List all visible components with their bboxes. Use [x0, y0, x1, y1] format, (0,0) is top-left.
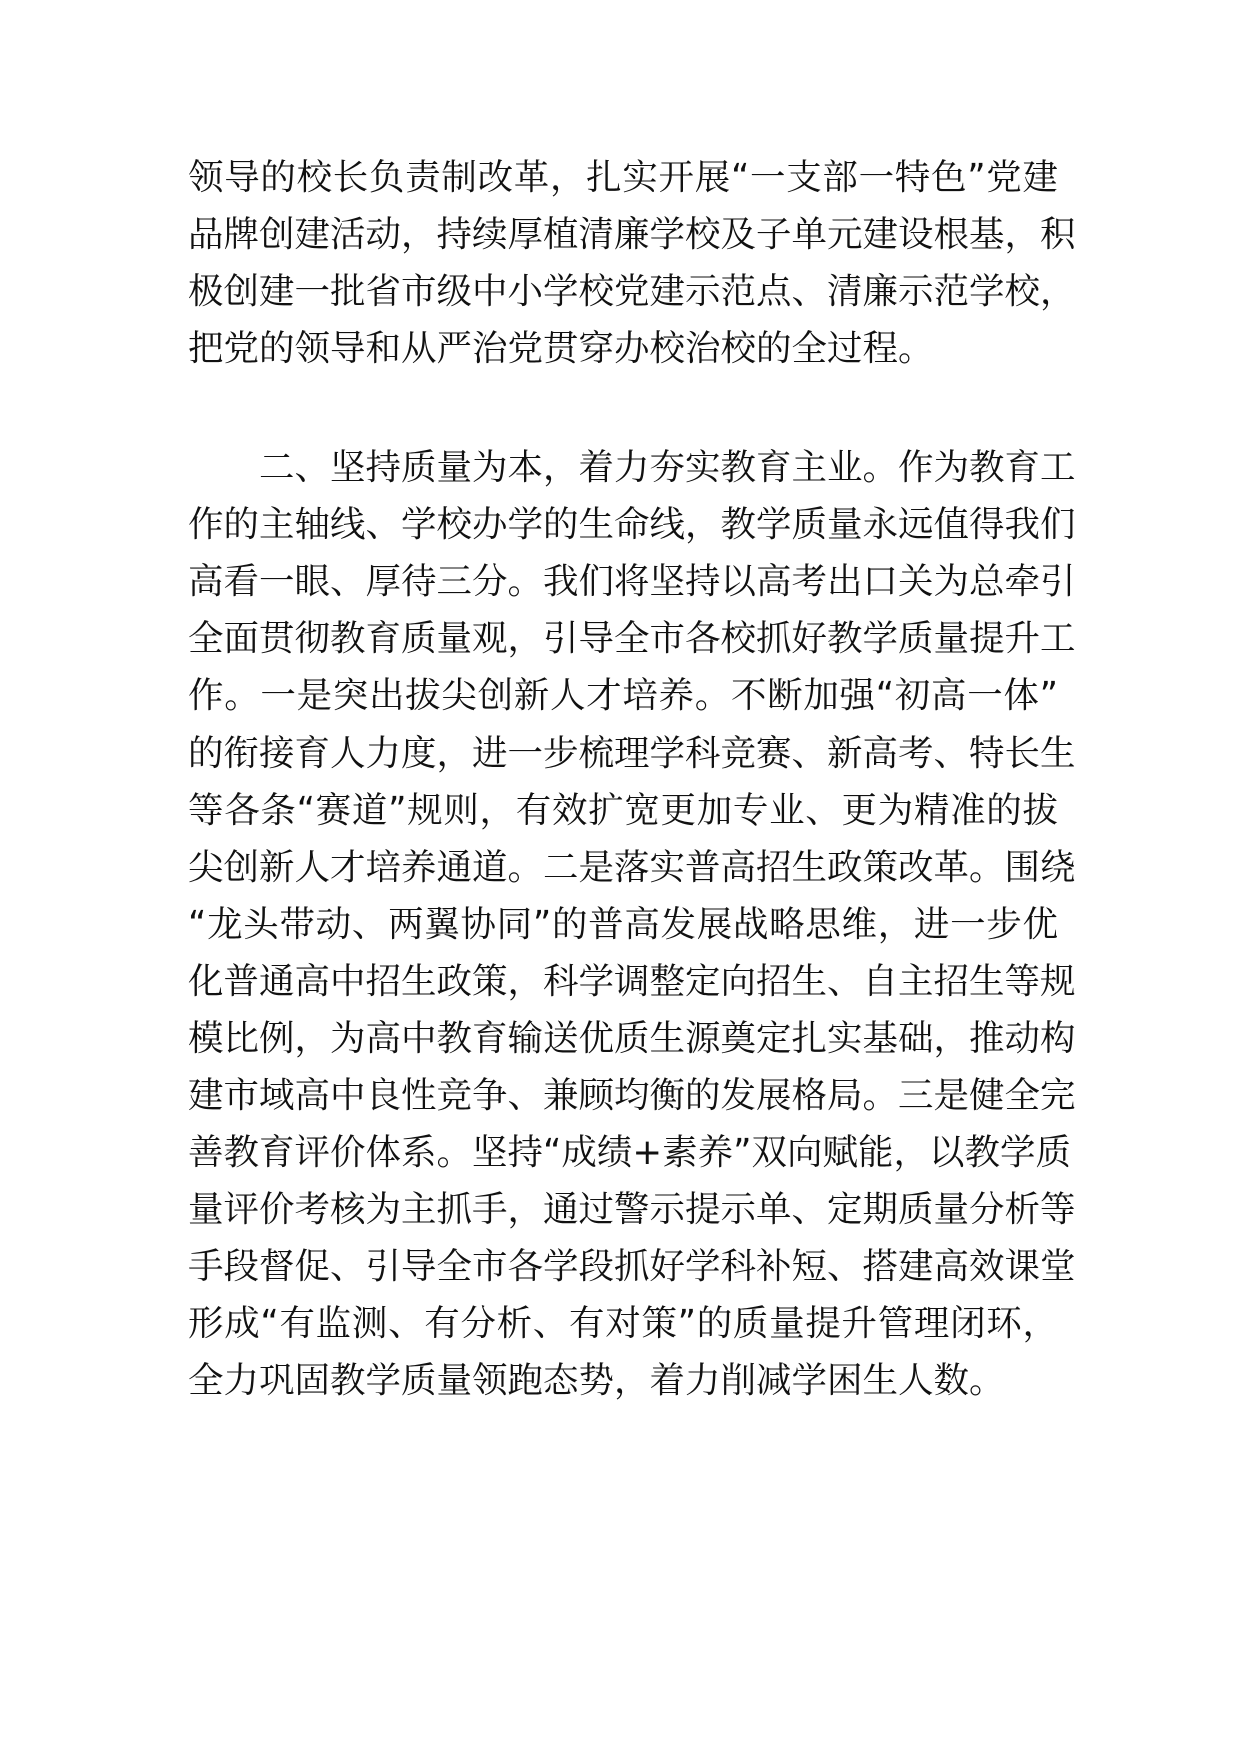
text-line: 全面贯彻教育质量观，引导全市各校抓好教学质量提升工	[188, 618, 1076, 659]
text-line: 形成“有监测、有分析、有对策”的质量提升管理闭环，	[188, 1303, 1058, 1344]
text-line: 化普通高中招生政策，科学调整定向招生、自主招生等规	[188, 961, 1076, 1002]
text-line: “龙头带动、两翼协同”的普高发展战略思维，进一步优	[188, 904, 1058, 945]
text-line: 领导的校长负责制改革，扎实开展“一支部一特色”党建	[188, 157, 1058, 198]
text-line: 量评价考核为主抓手，通过警示提示单、定期质量分析等	[188, 1189, 1076, 1230]
text-line: 模比例，为高中教育输送优质生源奠定扎实基础，推动构	[188, 1018, 1076, 1059]
text-line: 极创建一批省市级中小学校党建示范点、清廉示范学校，	[188, 271, 1076, 312]
text-line: 高看一眼、厚待三分。我们将坚持以高考出口关为总牵引	[188, 561, 1076, 602]
text-line: 把党的领导和从严治党贯穿办校治校的全过程。	[188, 328, 934, 369]
text-line: 建市域高中良性竞争、兼顾均衡的发展格局。三是健全完	[188, 1075, 1076, 1116]
text-line: 作。一是突出拔尖创新人才培养。不断加强“初高一体”	[188, 675, 1058, 716]
text-line: 善教育评价体系。坚持“成绩+素养”双向赋能，以教学质	[188, 1132, 1072, 1173]
text-line: 全力巩固教学质量领跑态势，着力削减学困生人数。	[188, 1360, 1005, 1401]
text-line: 二、坚持质量为本，着力夯实教育主业。作为教育工	[188, 447, 1076, 488]
text-line: 作的主轴线、学校办学的生命线，教学质量永远值得我们	[188, 504, 1076, 545]
text-line: 品牌创建活动，持续厚植清廉学校及子单元建设根基，积	[188, 214, 1076, 255]
text-line: 手段督促、引导全市各学段抓好学科补短、搭建高效课堂	[188, 1246, 1076, 1287]
text-line: 的衔接育人力度，进一步梳理学科竞赛、新高考、特长生	[188, 733, 1076, 774]
text-line: 等各条“赛道”规则，有效扩宽更加专业、更为精准的拔	[188, 790, 1058, 831]
text-line: 尖创新人才培养通道。二是落实普高招生政策改革。围绕	[188, 847, 1076, 888]
